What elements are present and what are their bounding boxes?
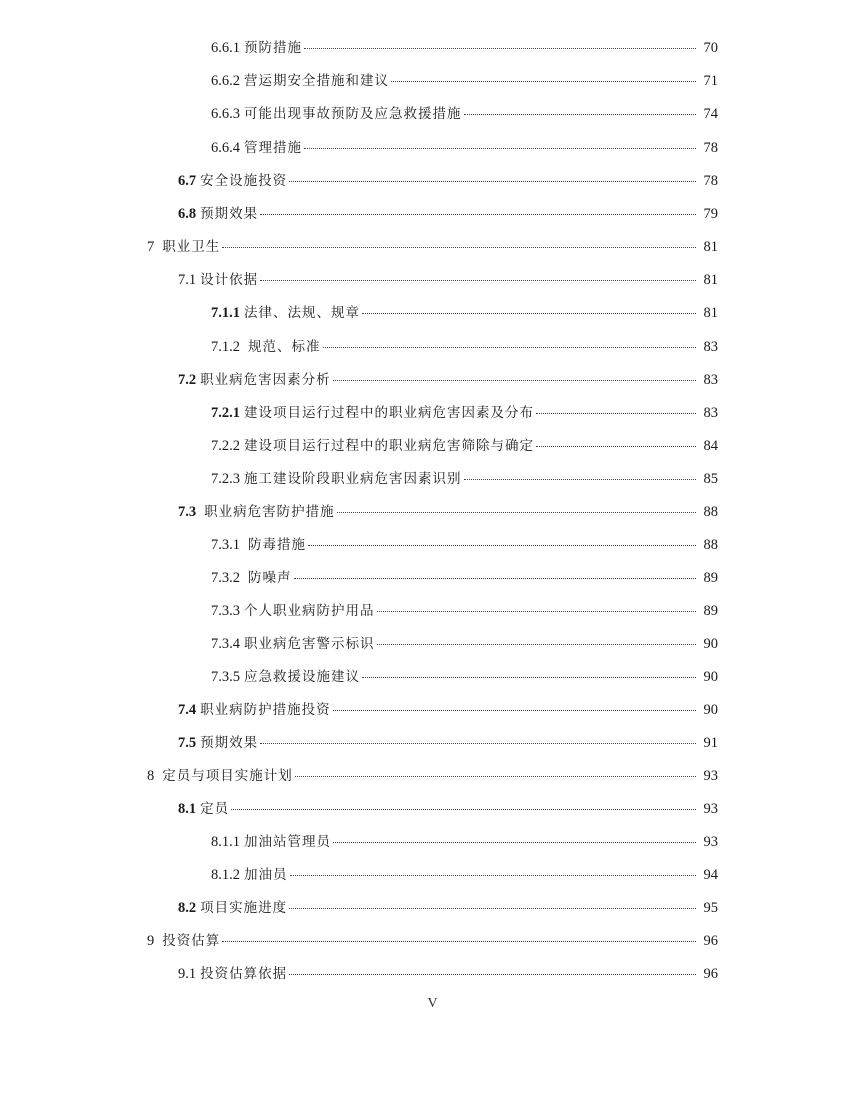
toc-entry-title: 定员	[200, 801, 230, 817]
toc-entry-number: 6.6.4	[211, 140, 240, 156]
toc-entry[interactable]	[178, 699, 718, 721]
toc-entry-page: 79	[703, 206, 718, 222]
toc-entry[interactable]	[211, 103, 718, 125]
toc-entry-number: 6.7	[178, 173, 197, 189]
toc-entry-page: 89	[703, 570, 718, 586]
toc-entry-title: 加油员	[244, 867, 288, 883]
toc-entry[interactable]	[147, 236, 718, 258]
toc-entry-title: 投资估算	[162, 933, 221, 949]
toc-entry-page: 88	[703, 504, 718, 520]
dot-leader	[536, 446, 696, 447]
toc-entry-page: 81	[703, 239, 718, 255]
toc-entry-number: 7.4	[178, 702, 197, 718]
toc-entry-page: 90	[703, 636, 718, 652]
toc-entry[interactable]	[211, 336, 718, 358]
toc-entry-page: 93	[703, 801, 718, 817]
toc-entry-title: 预期效果	[200, 735, 259, 751]
toc-entry[interactable]	[178, 203, 718, 225]
toc-entry-number: 6.6.2	[211, 73, 240, 89]
dot-leader	[377, 644, 697, 645]
toc-entry-number: 7.3.3	[211, 603, 240, 619]
dot-leader	[289, 908, 696, 909]
toc-entry-number: 7.2.1	[211, 405, 240, 421]
dot-leader	[391, 81, 696, 82]
toc-entry-number: 7.3.4	[211, 636, 240, 652]
toc-entry-title: 防毒措施	[248, 537, 306, 553]
toc-entry-title: 可能出现事故预防及应急救援措施	[244, 106, 462, 122]
toc-entry-number: 6.6.3	[211, 106, 240, 122]
dot-leader	[464, 479, 697, 480]
toc-entry-title: 定员与项目实施计划	[162, 768, 293, 784]
toc-entry-title: 职业病危害防护措施	[204, 504, 335, 520]
toc-entry-page: 74	[703, 106, 718, 122]
toc-entry[interactable]	[178, 170, 718, 192]
toc-entry-page: 83	[703, 405, 718, 421]
dot-leader	[260, 280, 696, 281]
dot-leader	[222, 941, 696, 942]
dot-leader	[304, 48, 696, 49]
toc-entry-title: 预防措施	[244, 40, 302, 56]
toc-entry[interactable]	[211, 666, 718, 688]
toc-entry-page: 84	[703, 438, 718, 454]
dot-leader	[323, 347, 697, 348]
dot-leader	[362, 313, 696, 314]
toc-entry[interactable]	[211, 831, 718, 853]
toc-entry-number: 7.5	[178, 735, 197, 751]
toc-entry[interactable]	[211, 468, 718, 490]
toc-entry-number: 9	[147, 933, 155, 949]
toc-entry-title: 安全设施投资	[200, 173, 288, 189]
toc-entry-number: 7.2	[178, 372, 197, 388]
toc-entry-number: 6.6.1	[211, 40, 240, 56]
toc-entry[interactable]	[211, 633, 718, 655]
toc-entry-title: 职业病危害警示标识	[244, 636, 375, 652]
dot-leader	[290, 875, 697, 876]
toc-entry[interactable]	[211, 70, 718, 92]
dot-leader	[222, 247, 696, 248]
toc-entry-number: 7.2.3	[211, 471, 240, 487]
dot-leader	[295, 776, 696, 777]
dot-leader	[362, 677, 696, 678]
toc-entry-page: 96	[703, 933, 718, 949]
toc-entry-number: 8.2	[178, 900, 197, 916]
toc-entry-title: 应急救援设施建议	[244, 669, 360, 685]
toc-entry-number: 9.1	[178, 966, 197, 982]
toc-entry[interactable]	[178, 269, 718, 291]
toc-entry-number: 6.8	[178, 206, 197, 222]
dot-leader	[536, 413, 696, 414]
dot-leader	[333, 710, 696, 711]
toc-entry[interactable]	[211, 567, 718, 589]
toc-entry-title: 加油站管理员	[244, 834, 331, 850]
toc-entry-page: 83	[703, 372, 718, 388]
dot-leader	[231, 809, 696, 810]
toc-entry-number: 7.3.5	[211, 669, 240, 685]
toc-entry[interactable]	[147, 765, 718, 787]
toc-entry-title: 职业病防护措施投资	[200, 702, 331, 718]
dot-leader	[333, 380, 696, 381]
toc-entry-page: 93	[703, 834, 718, 850]
toc-entry-page: 90	[703, 702, 718, 718]
toc-entry-page: 81	[703, 272, 718, 288]
toc-entry-page: 95	[703, 900, 718, 916]
toc-entry-page: 78	[703, 173, 718, 189]
toc-entry-title: 施工建设阶段职业病危害因素识别	[244, 471, 462, 487]
dot-leader	[304, 148, 696, 149]
toc-entry-number: 7	[147, 239, 155, 255]
dot-leader	[308, 545, 696, 546]
toc-entry[interactable]	[211, 534, 718, 556]
toc-entry-number: 7.3	[178, 504, 197, 520]
toc-entry[interactable]	[211, 864, 718, 886]
toc-entry-title: 建设项目运行过程中的职业病危害筛除与确定	[244, 438, 534, 454]
toc-entry-page: 83	[703, 339, 718, 355]
toc-entry-title: 建设项目运行过程中的职业病危害因素及分布	[244, 405, 534, 421]
dot-leader	[464, 114, 697, 115]
toc-entry[interactable]	[211, 302, 718, 324]
toc-entry-title: 职业卫生	[162, 239, 221, 255]
toc-entry[interactable]	[211, 600, 718, 622]
toc-entry[interactable]	[211, 137, 718, 159]
toc-entry-title: 营运期安全措施和建议	[244, 73, 389, 89]
dot-leader	[289, 181, 696, 182]
dot-leader	[337, 512, 696, 513]
toc-entry-title: 投资估算依据	[200, 966, 288, 982]
toc-entry-number: 7.2.2	[211, 438, 240, 454]
toc-entry-title: 项目实施进度	[200, 900, 288, 916]
dot-leader	[289, 974, 696, 975]
toc-entry[interactable]	[178, 897, 718, 919]
toc-entry-number: 7.1	[178, 272, 197, 288]
toc-entry-number: 7.3.1	[211, 537, 240, 553]
toc-entry-title: 预期效果	[200, 206, 259, 222]
toc-entry-title: 设计依据	[200, 272, 259, 288]
toc-entry[interactable]	[211, 435, 718, 457]
toc-entry-page: 89	[703, 603, 718, 619]
dot-leader	[260, 214, 696, 215]
toc-entry-page: 94	[703, 867, 718, 883]
dot-leader	[333, 842, 696, 843]
toc-entry-page: 91	[703, 735, 718, 751]
toc-entry-page: 88	[703, 537, 718, 553]
toc-entry-page: 71	[703, 73, 718, 89]
dot-leader	[294, 578, 697, 579]
toc-entry[interactable]	[178, 501, 718, 523]
toc-entry[interactable]	[147, 930, 718, 952]
toc-entry-title: 法律、法规、规章	[244, 305, 360, 321]
toc-entry-title: 规范、标准	[248, 339, 321, 355]
toc-entry-page: 96	[703, 966, 718, 982]
dot-leader	[377, 611, 697, 612]
toc-entry[interactable]	[178, 798, 718, 820]
toc-entry[interactable]	[211, 37, 718, 59]
toc-entry[interactable]	[211, 402, 718, 424]
toc-entry-page: 93	[703, 768, 718, 784]
toc-entry-number: 8.1	[178, 801, 197, 817]
toc-entry[interactable]	[178, 732, 718, 754]
toc-entry-number: 8.1.1	[211, 834, 240, 850]
toc-entry-page: 78	[703, 140, 718, 156]
toc-entry-page: 70	[703, 40, 718, 56]
toc-entry-number: 7.1.2	[211, 339, 240, 355]
toc-entry-number: 7.3.2	[211, 570, 240, 586]
toc-entry-title: 个人职业病防护用品	[244, 603, 375, 619]
page-number: V	[427, 996, 438, 1011]
toc-entry-page: 85	[703, 471, 718, 487]
toc-entry-page: 81	[703, 305, 718, 321]
toc-entry-title: 防噪声	[248, 570, 292, 586]
toc-entry-page: 90	[703, 669, 718, 685]
toc-entry-number: 8	[147, 768, 155, 784]
toc-entry-title: 职业病危害因素分析	[200, 372, 331, 388]
toc-entry-number: 7.1.1	[211, 305, 240, 321]
toc-entry[interactable]	[178, 369, 718, 391]
toc-entry-number: 8.1.2	[211, 867, 240, 883]
toc-entry[interactable]	[178, 963, 718, 985]
dot-leader	[260, 743, 696, 744]
toc-entry-title: 管理措施	[244, 140, 302, 156]
